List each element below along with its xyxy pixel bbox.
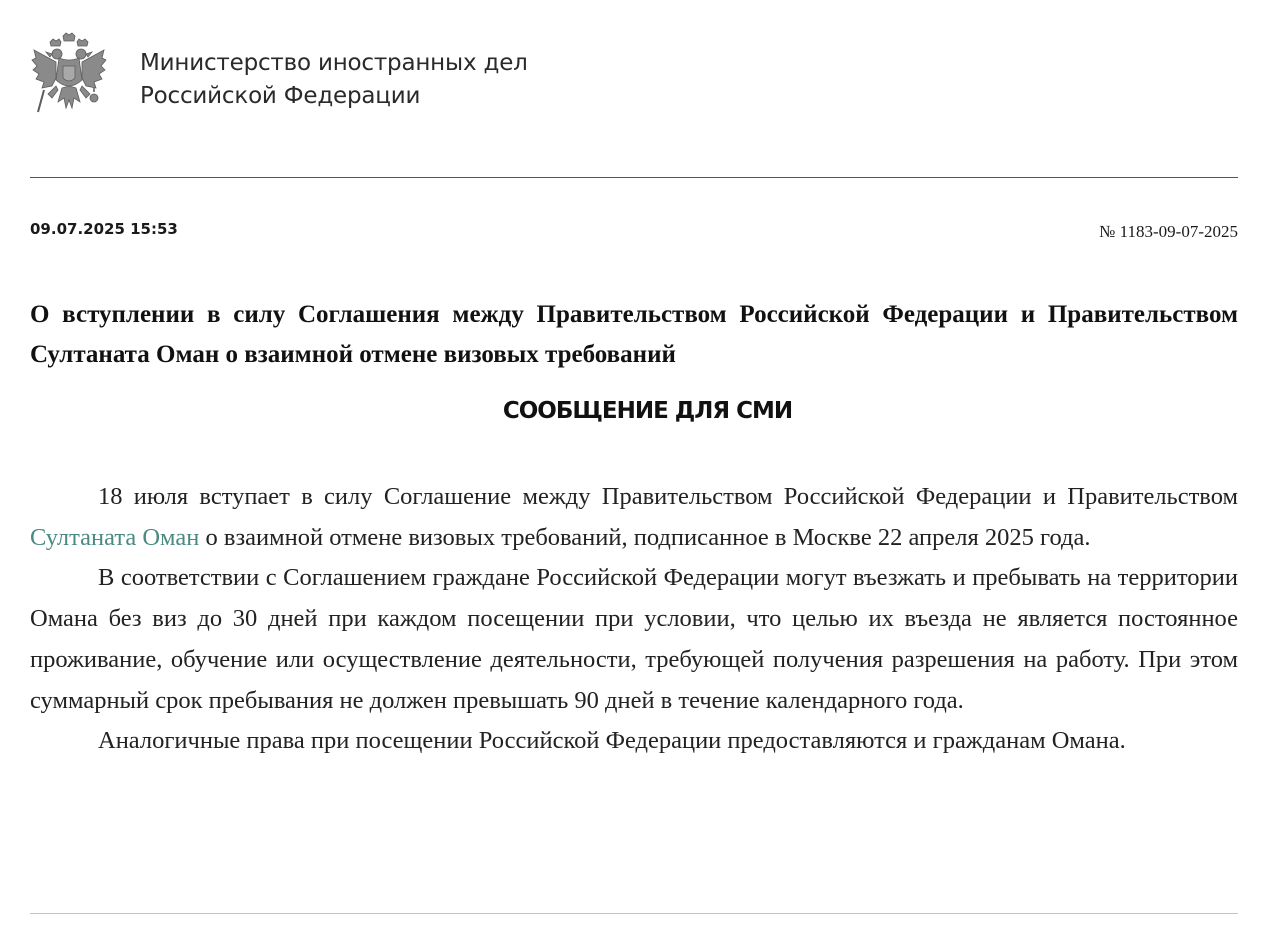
paragraph-3: Аналогичные права при посещении Российской Федерации предоставляются и гражданам Омана. [98, 727, 1126, 755]
ministry-name-line1: Министерство иностранных дел [140, 50, 528, 76]
footer-divider [30, 913, 1238, 914]
paragraph-1 [30, 477, 1238, 558]
header-divider [30, 177, 1238, 178]
paragraph-1-text-end: о взаимной отмене визовых требований, подписанное в Москве 22 апреля 2025 года. [199, 523, 1091, 551]
russian-coat-of-arms-icon [30, 32, 108, 124]
paragraph-1-text-start: 18 июля вступает в силу Соглашение между Правительством Российской Федерации и Правительством [98, 483, 1238, 510]
header [30, 32, 730, 127]
ministry-name-line2: Российской Федерации [140, 83, 421, 109]
article-title: О вступлении в силу Соглашения между Правительством Российской Федерации и Правительством Султаната Оман о взаимной отмене визовых требований [30, 301, 1238, 368]
oman-link[interactable]: Султаната Оман [30, 523, 200, 551]
paragraph-2: В соответствии с Соглашением граждане Российской Федерации могут въезжать и пребывать на территории Омана без виз до 30 дней при каждом посещении при условии, что целью их въезда не является постоянное проживание, обучение или осуществление деятельности, требующей получения разрешения на работу. При этом суммарный срок пребывания не должен превышать 90 дней в течение календарного года. [30, 564, 1238, 714]
article-body [30, 477, 1238, 762]
ministry-name [140, 47, 528, 113]
document-number: № 1183-09-07-2025 [1099, 222, 1238, 241]
press-release-label: СООБЩЕНИЕ ДЛЯ СМИ [502, 398, 793, 424]
page [30, 0, 1238, 945]
publication-date: 09.07.2025 15:53 [30, 220, 178, 238]
